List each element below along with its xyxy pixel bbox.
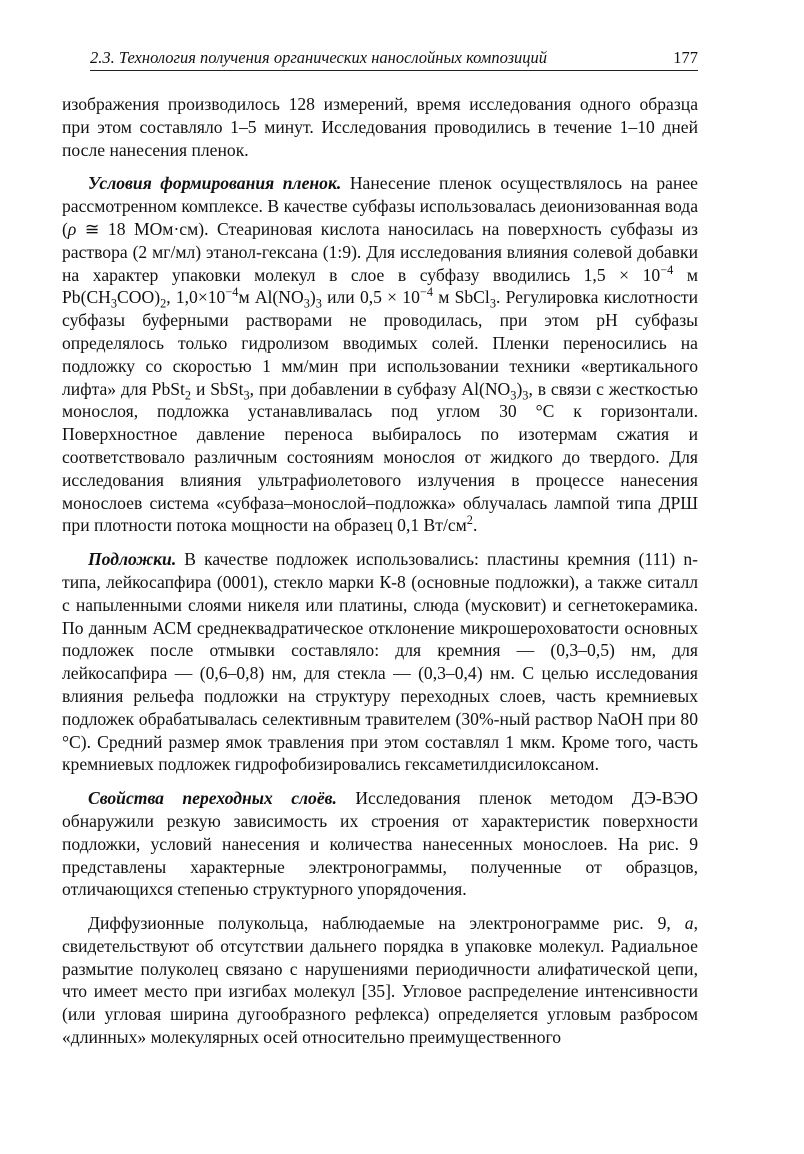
- symbol-rho: ρ: [67, 218, 77, 239]
- subscript: 3: [243, 388, 250, 403]
- body-text: [62, 93, 698, 1049]
- text-run: м SbCl: [433, 287, 490, 308]
- text-run: Исследования пленок методом ДЭ-ВЭО обнаружили резкую зависимость их строения от характеристик поверхности подложки, условий нанесения и количества нанесенных монослоев. На рис. 9 представлены характерные электронограммы, полученные от образцов, отличающихся степенью структурного упорядочения.: [62, 788, 698, 900]
- text-run: м Pb(CH: [62, 264, 698, 308]
- text-run: м Al(NO: [238, 287, 304, 308]
- text-run: ≅ 18 МОм·см). Стеариновая кислота наносилась на поверхность субфазы из раствора (2 мг/мл) этанол-гексана (1:9). Для исследования влияния солевой добавки на характер упаковки молекул в слое в субфазу вводились 1,5 × 10: [62, 218, 698, 285]
- text-run: Диффузионные полукольца, наблюдаемые на электронограмме рис. 9,: [88, 913, 685, 934]
- text-run: , 1,0×10: [166, 287, 226, 308]
- subscript: 3: [489, 296, 496, 311]
- section-title: 2.3. Технология получения органических нанослойных композиций: [90, 48, 548, 67]
- text-run: или 0,5 × 10: [321, 287, 420, 308]
- subscript: 3: [510, 388, 517, 403]
- subscript: 3: [110, 296, 118, 311]
- page: [62, 48, 698, 1049]
- text-run: В качестве подложек использовались: пластины кремния (111) n-типа, лейкосапфира (0001), стекло марки К-8 (основные подложки), а также ситалл с напыленными слоями никеля или платины, слюда (мусковит) и сегнетокерамика. По данным АСМ среднеквадратическое отклонение микрошероховатости основных подложек после отмывки составляло: для кремния — (0,3–0,5) нм, для лейкосапфира — (0,6–0,8) нм, для стекла — (0,3–0,4) нм. С целью исследования влияния рельефа подложки на структуру переходных слоев, часть кремниевых подложек обрабатывалась селективным травителем (30%-ный раствор NaOH при 80 °C). Средний размер ямок травления при этом составлял 1 мкм. Кроме того, часть кремниевых подложек гидрофобизировались гексаметилдисилоксаном.: [62, 549, 698, 775]
- text-run: Нанесение пленок осуществлялось на ранее рассмотренном комплексе. В качестве субфазы использовалась деионизованная вода (: [62, 173, 698, 239]
- text-run: , свидетельствуют об отсутствии дальнего порядка в упаковке молекул. Радиальное размытие полуколец связано с нарушениями периодичности алифатической цепи, что имеет место при изгибах молекул [35]. Угловое распределение интенсивности (или угловая ширина дугообразного рефлекса) определяется угловым разбросом «длинных» молекулярных осей относительно преимущественного: [62, 913, 698, 1048]
- subscript: 3: [303, 296, 310, 311]
- run-in-heading: Подложки.: [88, 549, 177, 570]
- paragraph-continuation: изображения производилось 128 измерений, время исследования одного образца при этом составляло 1–5 минут. Исследования проводились в течение 1–10 дней после нанесения пленок.: [62, 94, 698, 160]
- text-run: ): [309, 287, 316, 308]
- superscript: −4: [225, 285, 239, 300]
- subscript: 3: [522, 388, 529, 403]
- page-number: 177: [673, 48, 698, 67]
- subscript: 2: [160, 296, 167, 311]
- paragraph-transition-layers: [62, 787, 698, 901]
- text-run: . Регулировка кислотности субфазы буферными растворами не проводилась, при этом pH субфазы определялось только гидролизом вводимых солей. Пленки переносились на подложку со скоростью 1 мм/мин при использовании техники «вертикального лифта» для PbSt: [62, 287, 698, 399]
- text-run: и SbSt: [191, 378, 244, 399]
- superscript: 2: [466, 513, 473, 528]
- run-in-heading: Свойства переходных слоёв.: [88, 788, 337, 809]
- subscript: 3: [315, 296, 322, 311]
- text-run: ): [516, 378, 523, 399]
- running-header: [90, 48, 698, 71]
- figure-panel-ref: а: [684, 913, 694, 934]
- text-run: .: [472, 515, 478, 536]
- paragraph-film-formation: [62, 172, 698, 537]
- paragraph-substrates: [62, 548, 698, 776]
- run-in-heading: Условия формирования пленок.: [88, 173, 342, 194]
- text-run: COO): [117, 287, 161, 308]
- superscript: −4: [660, 262, 674, 277]
- superscript: −4: [419, 285, 434, 300]
- paragraph-diffusion-semirings: [62, 912, 698, 1049]
- text-run: , при добавлении в субфазу Al(NO: [249, 378, 511, 399]
- subscript: 2: [184, 388, 192, 403]
- text-run: , в связи с жесткостью монослоя, подложка устанавливалась под углом 30 °C к горизонтали. Поверхностное давление переноса выбиралось по изотермам сжатия и соответствовало различным состояниям монослоя от жидкого до твердого. Для исследования влияния ультрафиолетового излучения в процессе нанесения монослоев система «субфаза–монослой–подложка» облучалась лампой типа ДРШ при плотности потока мощности на образец 0,1 Вт/см: [62, 378, 698, 536]
